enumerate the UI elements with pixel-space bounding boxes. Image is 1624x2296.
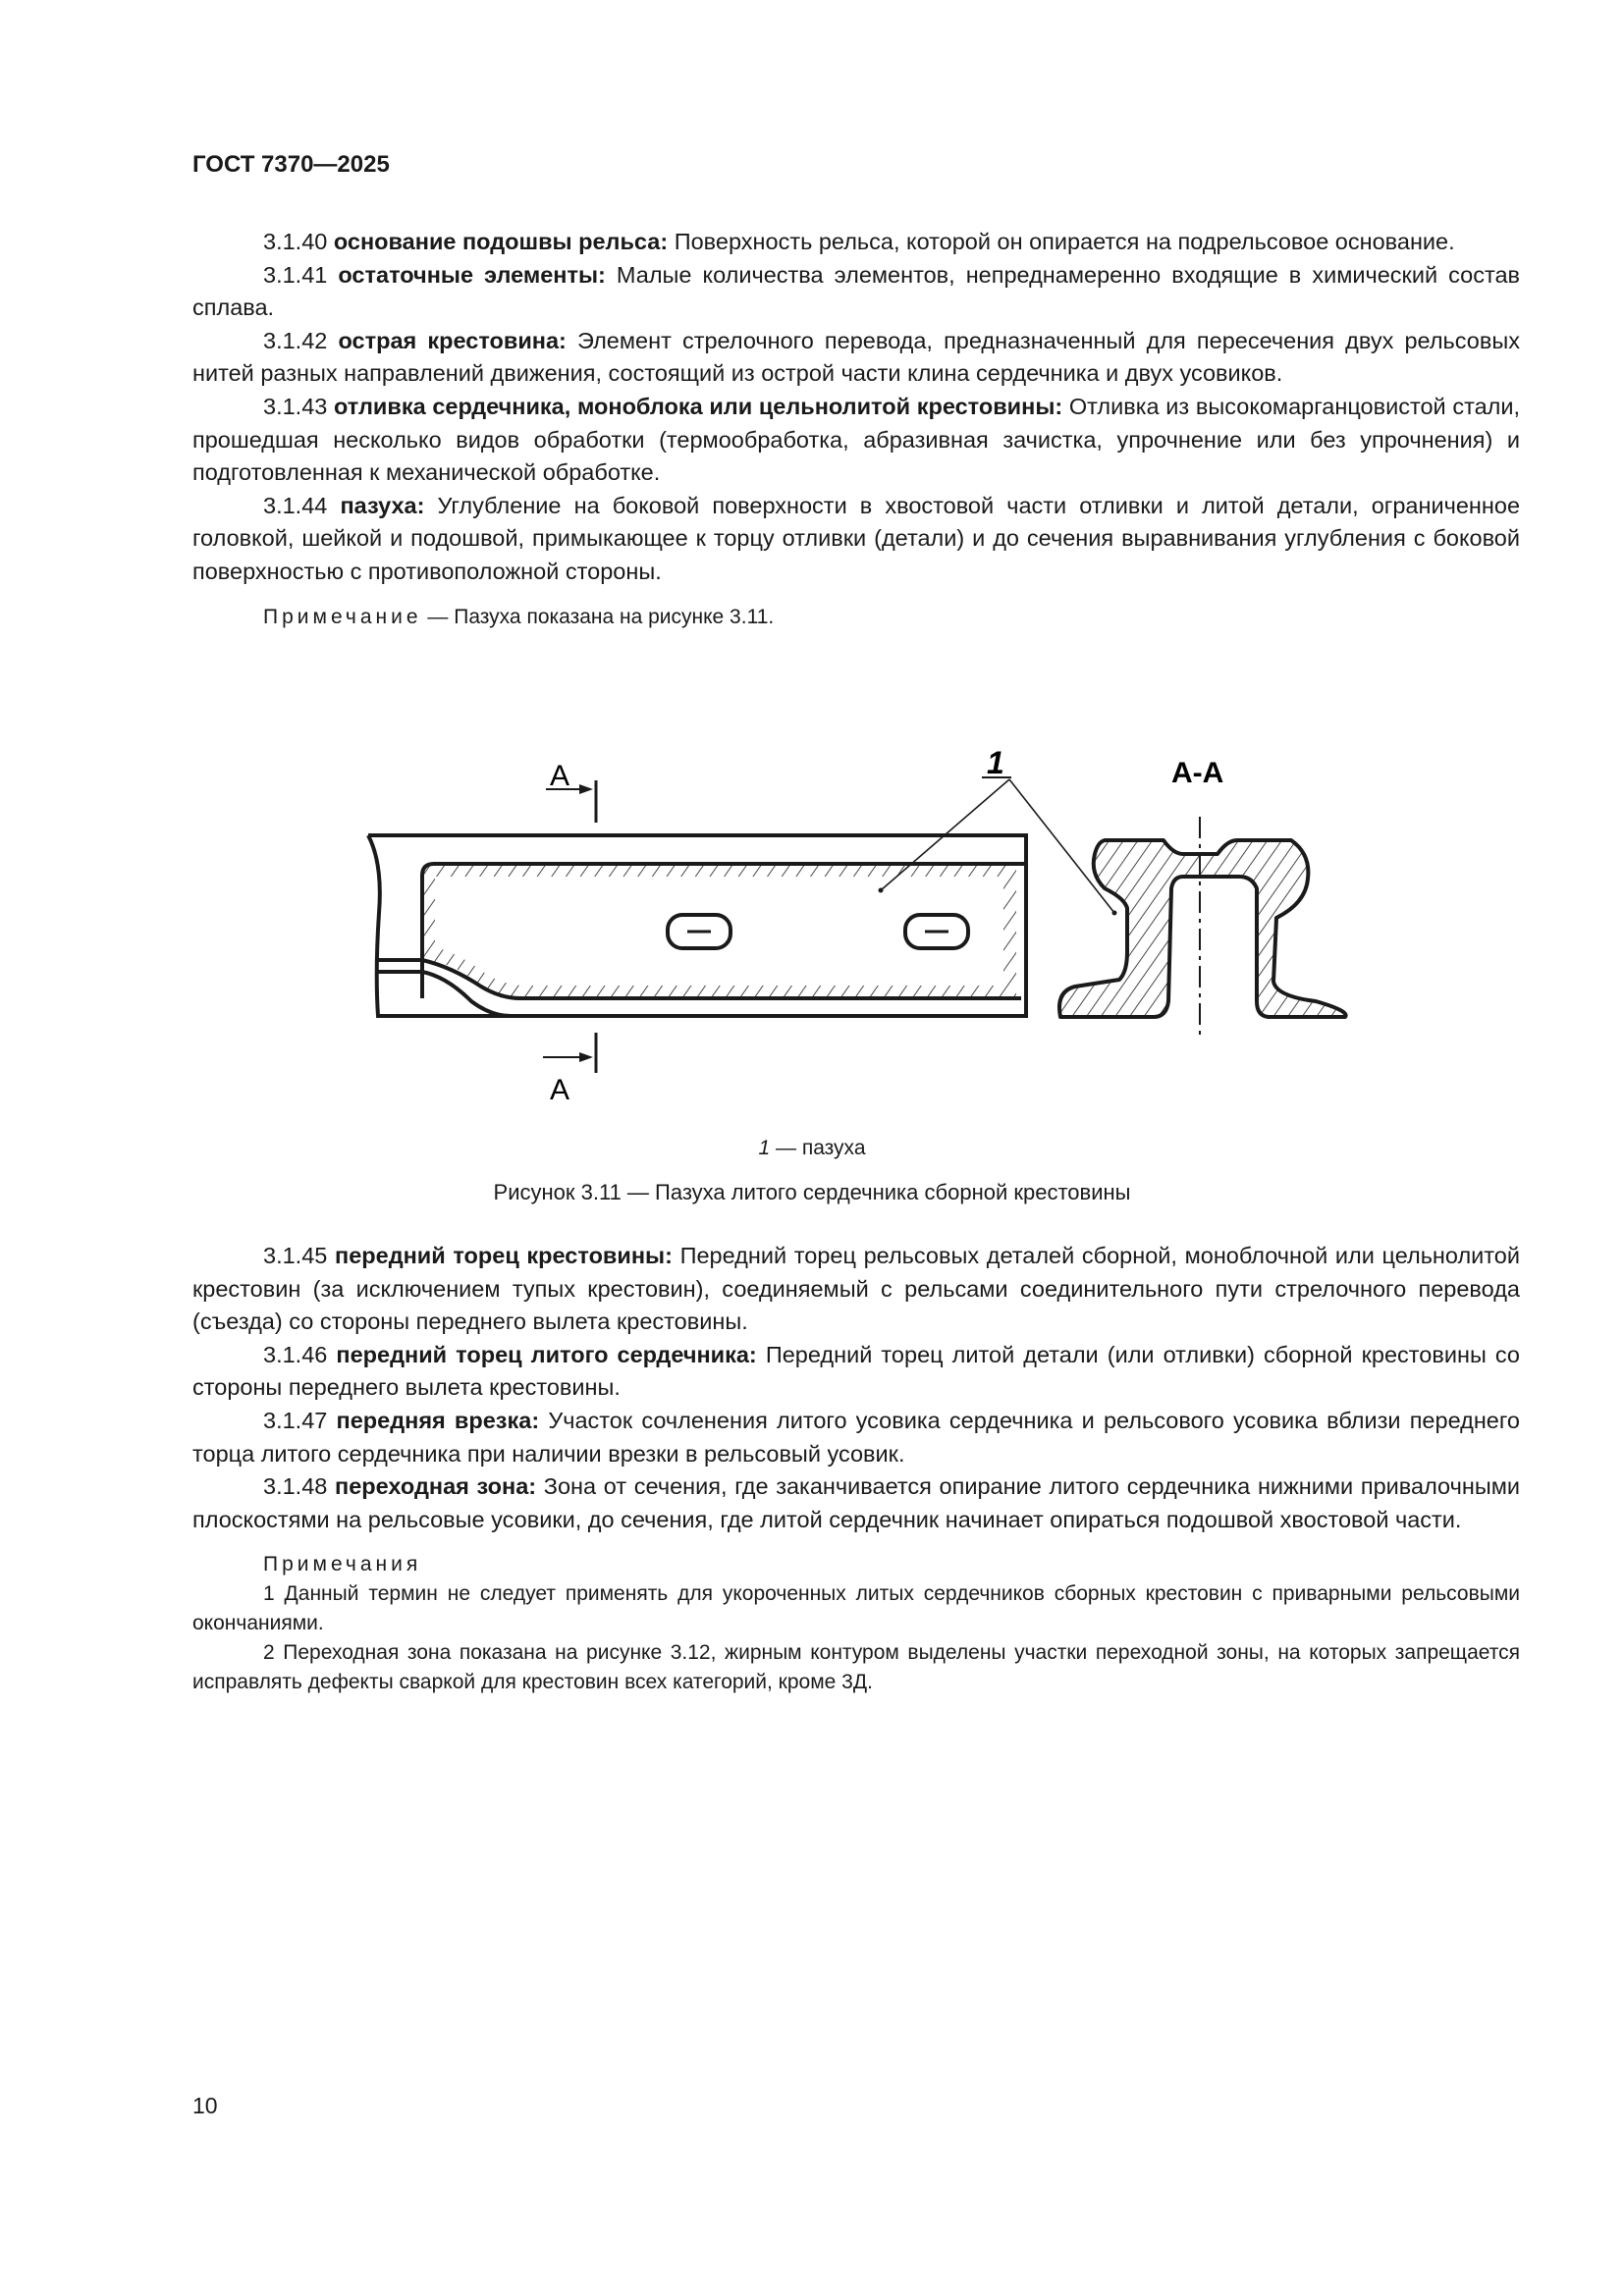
term-definition: Отливка из высокомарганцовистой стали, прошедшая несколько видов обработки (термообработка, абразивная зачистка, упрочнение или без упрочнения) и подготовленная к механической обработке. (192, 393, 1521, 486)
figure-caption: Рисунок 3.11 — Пазуха литого сердечника сборной крестовины (493, 1180, 1131, 1204)
note-label: Примечание (263, 605, 422, 628)
term-title: переходная зона: (335, 1473, 537, 1500)
term-definition: Элемент стрелочного перевода, предназначенный для пересечения двух рельсовых нитей разных направлений движения, состоящий из острой части клина сердечника и двух усовиков. (192, 327, 1520, 387)
term-title: острая крестовина: (338, 327, 567, 353)
section-mark-bottom: А (550, 1074, 570, 1106)
term-title: передняя врезка: (336, 1407, 540, 1433)
term-number: 3.1.45 (263, 1243, 328, 1268)
term-definition: Малые количества элементов, непреднамеренно входящие в химический состав сплава. (192, 261, 1521, 321)
arrow-head-icon (579, 784, 593, 794)
section-label: А-А (1171, 757, 1224, 789)
page-number: 10 (192, 2093, 218, 2118)
term-definition: Передний торец литой детали (или отливки) сборной крестовины со стороны переднего вылета крестовины. (192, 1341, 1520, 1401)
term-title: отливка сердечника, моноблока или цельнолитой крестовины: (334, 393, 1063, 419)
term-title: основание подошвы рельса: (333, 229, 669, 254)
term-number: 3.1.41 (263, 261, 328, 288)
term-number: 3.1.42 (263, 327, 328, 353)
term-definition: Участок сочленения литого усовика сердечника и рельсового усовика вблизи переднего торца литого сердечника при наличии врезки в рельсовый усовик. (192, 1407, 1521, 1467)
term-number: 3.1.44 (263, 492, 328, 518)
document-header: ГОСТ 7370—2025 (192, 151, 390, 178)
leader-dot (1112, 911, 1117, 916)
cross-section-a-a (1059, 840, 1346, 1017)
figure-legend (0, 1137, 1624, 1160)
term-3-1-48 (192, 1470, 1520, 1536)
term-title: пазуха: (340, 492, 425, 518)
notes-label (192, 1550, 1520, 1579)
legend-number: 1 (758, 1137, 771, 1159)
figure-3-11-drawing (0, 0, 1624, 1119)
term-title: передний торец крестовины: (335, 1243, 673, 1268)
section-mark-top: А (550, 760, 570, 792)
term-definition: Передний торец рельсовых деталей сборной, моноблочной или цельнолитой крестовин (за исключением тупых крестовин), соединяемый с рельсами соединительного пути стрелочного перевода (съезда) со стороны переднего вылета крестовины. (192, 1243, 1520, 1335)
note-item-2: 2 Переходная зона показана на рисунке 3.12, жирным контуром выделены участки переходной зоны, на которых запрещается исправлять дефекты сваркой для крестовин всех категорий, кроме 3Д. (192, 1641, 1520, 1694)
term-title: остаточные элементы: (338, 261, 606, 288)
term-number: 3.1.47 (263, 1407, 328, 1433)
term-definition: Углубление на боковой поверхности в хвостовой части отливки и литой детали, ограниченное головкой, шейкой и подошвой, примыкающее к торцу отливки (детали) и до сечения выравнивания углубления с боковой поверхностью с противоположной стороны. (192, 492, 1521, 584)
term-3-1-45 (192, 1240, 1520, 1339)
term-definition: Зона от сечения, где заканчивается опирание литого сердечника нижними привалочными плоскостями на рельсовые усовики, до сечения, где литой сердечник начинает опираться подошвой хвостовой части. (192, 1473, 1520, 1532)
terms-section-bottom (192, 1240, 1520, 1697)
term-number: 3.1.40 (263, 229, 328, 254)
arrow-head-icon (579, 1052, 593, 1062)
term-3-1-47 (192, 1405, 1520, 1470)
note-dash: — (421, 605, 455, 628)
note-item-1: 1 Данный термин не следует применять для укороченных литых сердечников сборных крестовин с приварными рельсовыми окончаниями. (192, 1582, 1520, 1635)
term-definition: Поверхность рельса, которой он опирается на подрельсовое основание. (668, 229, 1455, 254)
legend-text: — пазуха (770, 1137, 866, 1159)
leader-dot (879, 888, 884, 893)
term-title: передний торец литого сердечника: (336, 1341, 757, 1367)
term-number: 3.1.43 (263, 393, 328, 419)
term-number: 3.1.46 (263, 1341, 328, 1367)
callout-number: 1 (987, 745, 1004, 780)
term-number: 3.1.48 (263, 1473, 328, 1500)
term-3-1-46 (192, 1339, 1520, 1405)
note-text: Пазуха показана на рисунке 3.11. (454, 605, 775, 628)
notes-heading: Примечания (263, 1553, 422, 1576)
